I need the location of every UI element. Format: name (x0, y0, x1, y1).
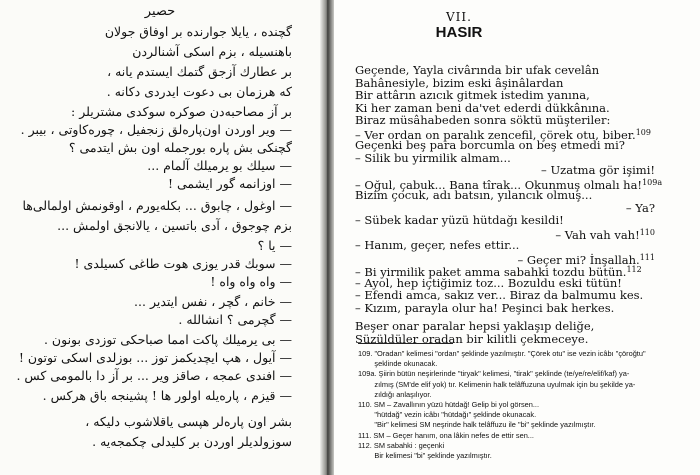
book-gutter (320, 0, 334, 475)
ottoman-line: بزم چوجوق ، آدی باتسین ، یالانجق اولمش ... (57, 218, 292, 233)
footnote-line: "Bir" kelimesi SM neşrinde halk telâffuzu ile "bi" şeklinde yazılmıştır. (358, 420, 596, 430)
verse-text: Geçende, Yayla civârında bir ufak cevelân (355, 63, 600, 77)
verse-text: – Bi yirmilik paket amma sabahki tozdu bütün. (355, 265, 627, 279)
footnote-line: 109. "Oradan" kelimesi "ordan" şeklinde yazılmıştır. "Çörek otu" ise vezin icâbı "çöroğtu" (358, 349, 646, 358)
verse-text: – Oğul, çabuk... Bana tîrak... Okunmuş olmalı ha! (355, 177, 643, 192)
footnote-rule (358, 343, 453, 344)
verse-text: – Efendi amca, sakız ver... Biraz da balmumu kes. (355, 288, 644, 302)
footnote-line: 109a. Şiirin bütün neşirlerinde "tiryak" kelimesi, "tirak" şeklinde (te/ye/re/elif/kaf) ya- (358, 369, 630, 379)
verse-text: Beşer onar paralar hepsi yaklaşıp deliğe, (355, 319, 595, 333)
footnote-marker: 109 (635, 127, 651, 137)
ottoman-line: گچنكی بش پاره بورجمله اون بش ایتدمی ؟ (68, 140, 292, 155)
verse-text: – Ya? (625, 200, 655, 215)
verse-text: – Ayol, hep içtiğimiz toz... Bozuldu eski tütün! (355, 275, 622, 290)
footnote-marker: 111 (639, 252, 655, 262)
ottoman-line: — افندی عمجه ، صاقز ویر ... بر آز دا بالمومی كس . (16, 368, 292, 383)
verse-line (355, 164, 655, 177)
ottoman-line: — ویر اوردن اون‌پاره‌لق زنجفیل ، چوره‌كاوتی ، بیبر . (20, 122, 292, 137)
verse-text: Süzüldüler oradan bir kilitli çekmeceye. (355, 331, 589, 346)
ottoman-line: — اوزانمه گور ایشمی ! (167, 176, 292, 191)
footnote-marker: 112 (626, 265, 642, 274)
ottoman-line: كه هرزمان بی دعوت ایدردی دكانه . (106, 84, 292, 99)
verse-line (355, 239, 685, 252)
verse-text: Geçenki beş para borcumla on beş etmedi mi? (355, 138, 625, 152)
footnote-line: zıldığı anlaşılıyor. (358, 389, 432, 399)
verse-line (355, 214, 685, 227)
verse-text: – Vah vah vah! (555, 227, 640, 242)
ottoman-line: — قیزم ، پاره‌یله اولور ها ! پشینجه باق هركس . (42, 388, 292, 403)
ottoman-line: — واه واه واه ! (210, 274, 292, 289)
verse-text: Bahânesiyle, bizim eski âşinâlardan (355, 75, 564, 90)
ottoman-line: — گچرمی ؟ انشالله . (178, 312, 292, 327)
verse-line (355, 302, 685, 315)
verse-line (355, 114, 685, 127)
ottoman-line: سوزولدیلر اوردن بر كلیدلی چكمجه‌یه . (92, 434, 292, 449)
footnote-marker: 110 (639, 227, 655, 237)
verse-text: Biraz müsâhabeden sonra söktü müşteriler: (355, 113, 611, 127)
verse-text: Bizim çocuk, adı batsın, yılancık olmuş... (355, 188, 593, 202)
ottoman-line: — بی یرمیلك پاكت امما صباحكی توزدی بونون . (43, 332, 292, 347)
chapter-number: VII. (446, 10, 472, 24)
verse-text: – Silik bu yirmilik almam... (355, 150, 511, 165)
verse-text: Bir attârın azıcık gitmek istedim yanına, (355, 88, 590, 102)
verse-text: Ki her zaman beni da'vet ederdi dükkânına. (355, 100, 610, 115)
footnote-line: şeklinde okunacak. (358, 359, 438, 369)
footnote-marker: 109a (642, 177, 663, 187)
ottoman-line: — سیلك بو یرمیلك آلمام ... (147, 158, 292, 173)
ottoman-line: بر عطارك آزجق گتمك ایستدم یانه ، (107, 64, 292, 79)
footnote-line: 110. SM – Zavallının yüzü hütdağ! Gelip bi yol görsen... (358, 400, 540, 409)
verse-text: – Geçer mi? İnşallah. (517, 252, 640, 267)
verse-text: – Sübek kadar yüzü hütdağı kesildi! (355, 213, 564, 227)
verse-text: – Kızım, parayla olur ha! Peşinci bak herkes. (355, 300, 615, 315)
footnote-line: 112. SM sabahki : geçenki (358, 440, 445, 450)
footnote-line: "hütdağ" vezin icâbı "hütdağı" şeklinde okunacak. (358, 410, 537, 420)
verse-text: – Uzatma gör işimi! (541, 163, 655, 177)
footnote-line: zılmış (SM'de elif yok) tır. Kelimenin halk telâffuzuna uyulmak için bu şekilde ya- (358, 379, 636, 389)
ottoman-line: بشر اون پاره‌لر هپسی یاقلاشوب دلیكه ، (85, 414, 292, 429)
ottoman-line: گچنده ، یایلا جوارنده بر اوفاق جولان (104, 24, 292, 39)
ottoman-line: — یا ؟ (257, 238, 292, 253)
verse-text: – Ver ordan on paralık zencefil, çörek otu, biber. (355, 127, 636, 142)
ottoman-line: — آیول ، هپ ایچدیكمز توز ... بوزلدی اسكی توتون ! (18, 350, 292, 365)
left-page-ottoman (0, 0, 320, 475)
left-page-header: حصير (144, 4, 176, 19)
ottoman-line: — سوبك قدر یوزی هوت طاغی كسیلدی ! (74, 256, 292, 271)
footnote-line: Bir kelimesi "bi" şeklinde yazılmıştır. (358, 451, 492, 460)
ottoman-line: باهنسیله ، بزم اسکی آشنالردن (132, 44, 292, 59)
verse-text: – Hanım, geçer, nefes ettir... (355, 238, 520, 252)
ottoman-line: بر آز مصاحبه‌دن صوكره سوكدی مشتریلر : (71, 104, 292, 119)
footnote-line: 111. SM – Geçer hanım, ona lâkin nefes de ettir sen... (358, 430, 534, 440)
ottoman-line: — اوغول ، چابوق ... بكله‌یورم ، اوقونمش اولمالی‌ها (22, 198, 292, 213)
chapter-title: HASIR (435, 24, 483, 41)
ottoman-line: — خانم ، گچر ، نفس ایتدیر ... (134, 294, 292, 309)
